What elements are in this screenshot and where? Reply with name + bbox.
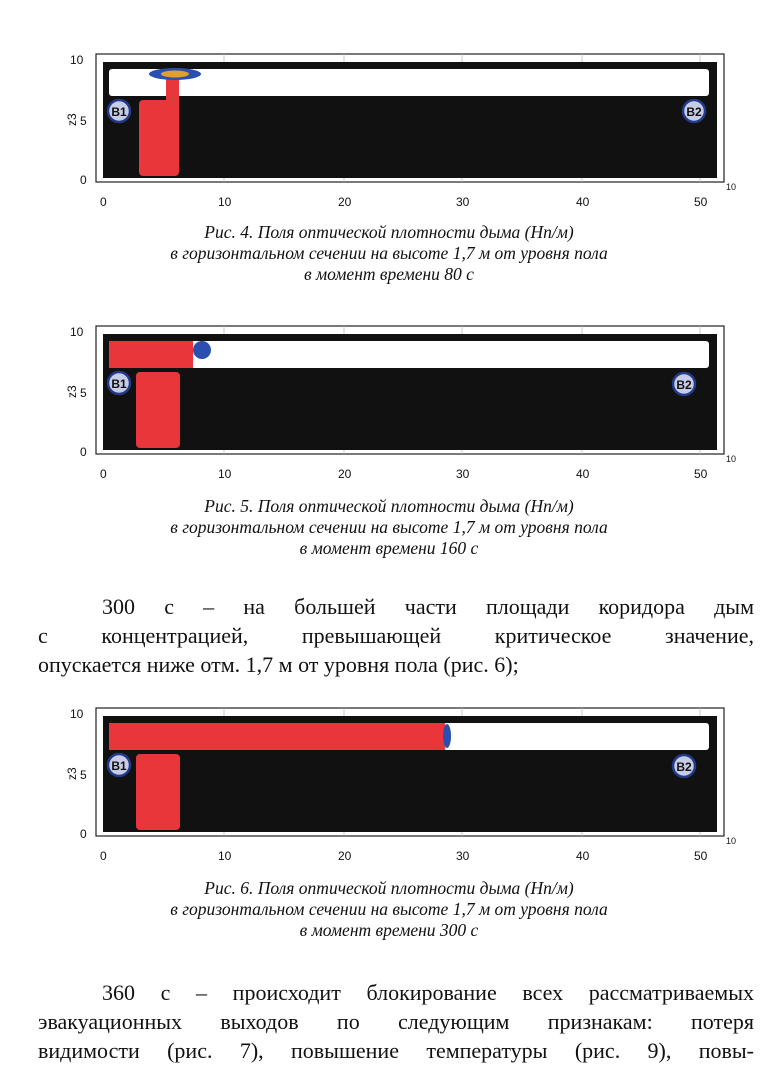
y-tick-10: 10 [70, 325, 84, 339]
x-tick-0: 0 [100, 849, 107, 863]
x-tick-30: 30 [456, 849, 470, 863]
smoke-zone-upper [109, 341, 193, 368]
smoke-spread-core [161, 71, 189, 78]
x-tick-20: 20 [338, 467, 352, 481]
y-tick-0: 0 [80, 445, 87, 459]
y-tick-10: 10 [70, 707, 84, 721]
caption-line: в горизонтальном сечении на высоте 1,7 м от уровня пола [170, 243, 608, 263]
caption-line: в горизонтальном сечении на высоте 1,7 м от уровня пола [170, 517, 608, 537]
body-paragraph-1 [38, 592, 754, 679]
exit-label-b2: B2 [686, 105, 702, 119]
figure-5 [0, 316, 778, 576]
figure-5-plot [0, 316, 778, 486]
smoke-zone [136, 372, 180, 448]
corner-tick: 10 [726, 182, 737, 192]
y-tick-5: 5 [80, 114, 87, 128]
x-tick-20: 20 [338, 195, 352, 209]
x-tick-10: 10 [218, 195, 232, 209]
exit-label-b1: B1 [111, 105, 127, 119]
figure-6-plot [0, 698, 778, 868]
figure-6-caption [0, 878, 778, 941]
x-tick-40: 40 [576, 195, 590, 209]
exit-label-b1: B1 [111, 759, 127, 773]
x-tick-50: 50 [694, 467, 708, 481]
caption-line: в момент времени 160 с [299, 538, 479, 558]
body-paragraph-2 [38, 978, 754, 1065]
x-tick-30: 30 [456, 467, 470, 481]
caption-line: в горизонтальном сечении на высоте 1,7 м от уровня пола [170, 899, 608, 919]
y-tick-10: 10 [70, 53, 84, 67]
smoke-zone-upper [109, 723, 445, 750]
exit-label-b2: B2 [676, 378, 692, 392]
exit-label-b1: B1 [111, 377, 127, 391]
corner-tick: 10 [726, 836, 737, 846]
caption-line: Рис. 5. Поля оптической плотности дыма (Нп/м) [204, 496, 574, 516]
smoke-spread [443, 724, 451, 748]
y-tick-0: 0 [80, 827, 87, 841]
x-tick-0: 0 [100, 195, 107, 209]
caption-line: Рис. 4. Поля оптической плотности дыма (Нп/м) [204, 222, 574, 242]
x-tick-0: 0 [100, 467, 107, 481]
x-tick-20: 20 [338, 849, 352, 863]
x-tick-10: 10 [218, 467, 232, 481]
smoke-zone [136, 754, 180, 830]
paragraph-line: эвакуационных выходов по следующим признакам: потеря [38, 1009, 754, 1034]
corridor-floor [103, 368, 717, 450]
x-tick-50: 50 [694, 849, 708, 863]
smoke-zone [139, 100, 179, 176]
paragraph-line: 360 с – происходит блокирование всех рассматриваемых [102, 980, 754, 1005]
x-tick-50: 50 [694, 195, 708, 209]
y-axis-label: z3 [65, 385, 79, 398]
x-tick-40: 40 [576, 849, 590, 863]
figure-5-caption [0, 496, 778, 559]
paragraph-line: 300 с – на большей части площади коридора дым [102, 594, 754, 619]
paragraph-line: опускается ниже отм. 1,7 м от уровня пола (рис. 6); [38, 652, 519, 677]
figure-4 [0, 44, 778, 294]
y-tick-5: 5 [80, 386, 87, 400]
caption-line: в момент времени 80 с [304, 264, 474, 284]
caption-line: в момент времени 300 с [299, 920, 479, 940]
x-tick-10: 10 [218, 849, 232, 863]
x-tick-40: 40 [576, 467, 590, 481]
figure-4-plot [0, 44, 778, 214]
y-tick-5: 5 [80, 768, 87, 782]
exit-label-b2: B2 [676, 760, 692, 774]
y-tick-0: 0 [80, 173, 87, 187]
corridor-floor [103, 750, 717, 832]
paragraph-line: видимости (рис. 7), повышение температуры (рис. 9), повы- [38, 1038, 754, 1063]
figure-4-caption [0, 222, 778, 285]
y-axis-label: z3 [65, 113, 79, 126]
smoke-spread [193, 341, 211, 359]
caption-line: Рис. 6. Поля оптической плотности дыма (Нп/м) [204, 878, 574, 898]
y-axis-label: z3 [65, 767, 79, 780]
corridor-floor [103, 96, 717, 178]
x-tick-30: 30 [456, 195, 470, 209]
figure-6 [0, 698, 778, 958]
paragraph-line: с концентрацией, превышающей критическое значение, [38, 623, 754, 648]
corner-tick: 10 [726, 454, 737, 464]
